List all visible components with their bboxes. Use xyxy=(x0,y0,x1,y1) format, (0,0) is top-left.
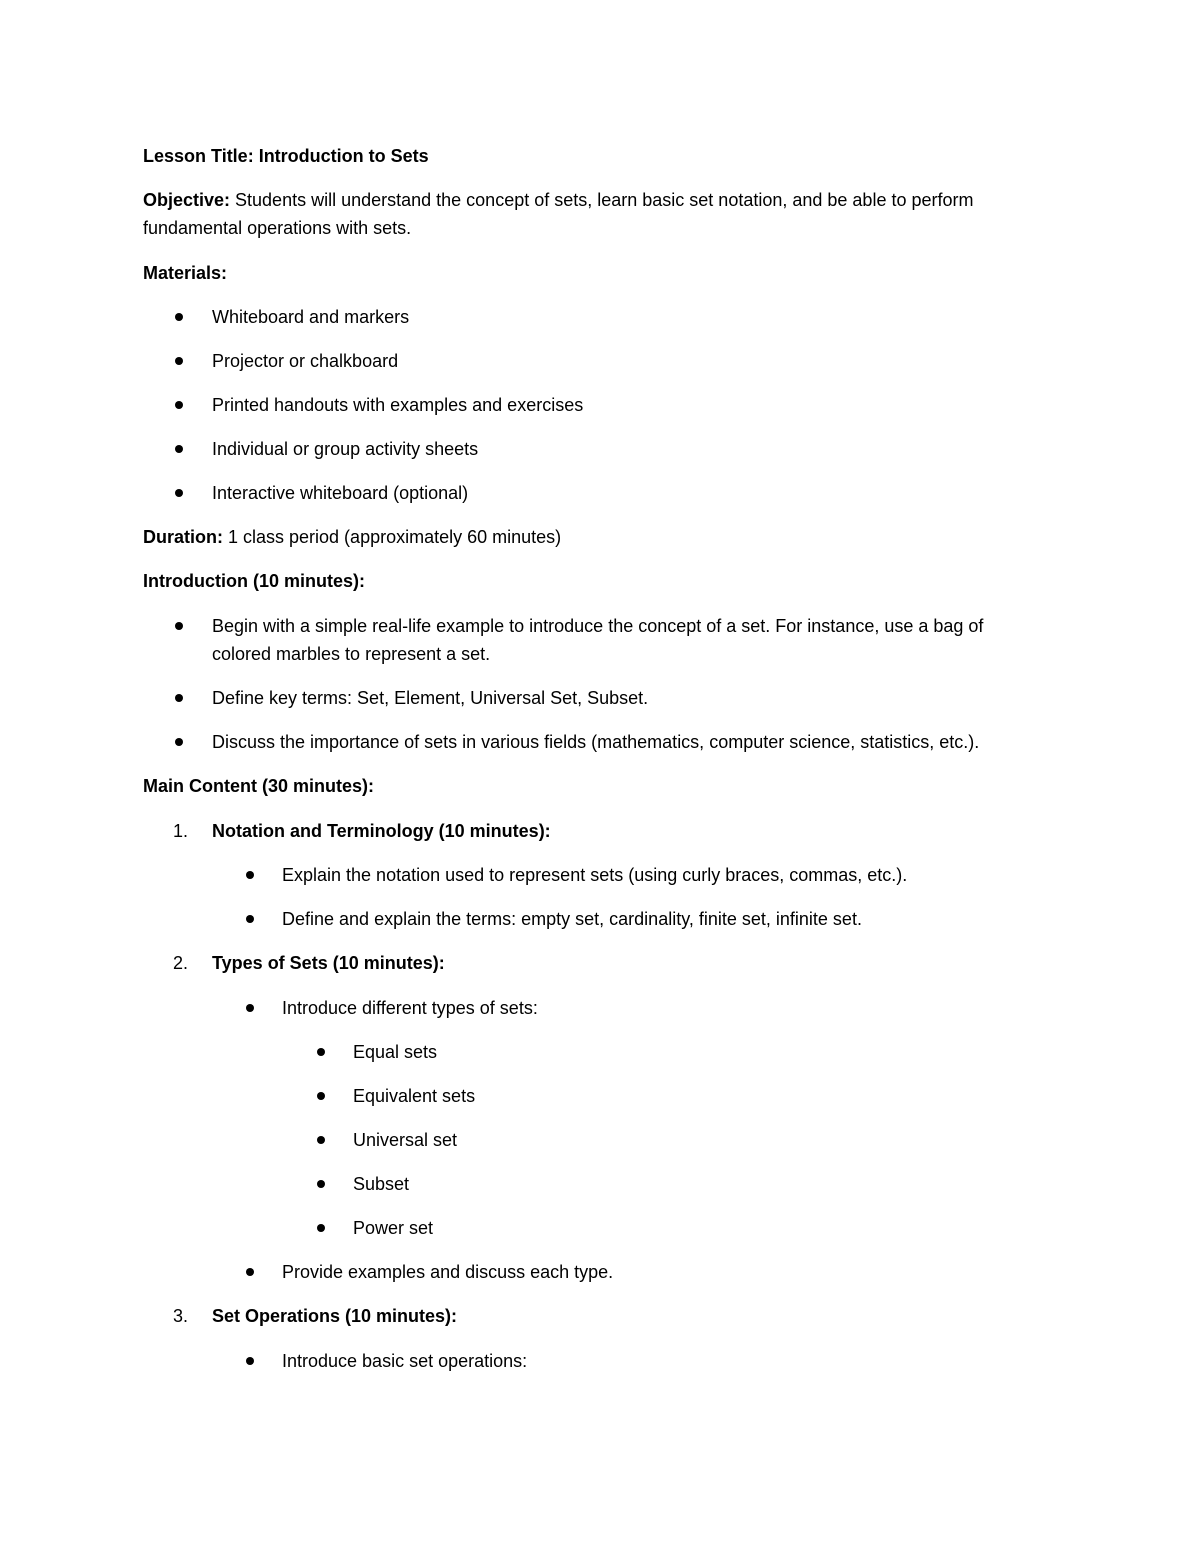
section-item: Explain the notation used to represent sets (using curly braces, commas, etc.). xyxy=(282,865,908,885)
section-item: Introduce basic set operations: xyxy=(282,1351,528,1371)
set-type-item: Universal set xyxy=(353,1130,458,1150)
materials-item: Projector or chalkboard xyxy=(212,351,399,371)
set-type-item: Power set xyxy=(353,1218,434,1238)
set-type-item: Equal sets xyxy=(353,1042,438,1062)
bullet-icon xyxy=(175,622,183,630)
bullet-icon xyxy=(175,445,183,453)
introduction-item: Begin with a simple real-life example to introduce the concept of a set. For instance, use a bag of xyxy=(212,616,984,636)
introduction-item: Define key terms: Set, Element, Universal Set, Subset. xyxy=(212,688,649,708)
section-item: Introduce different types of sets: xyxy=(282,998,538,1018)
section-title: Notation and Terminology (10 minutes): xyxy=(212,821,551,841)
duration-label: Duration: xyxy=(143,527,223,547)
introduction-heading: Introduction (10 minutes): xyxy=(143,571,365,591)
materials-item: Whiteboard and markers xyxy=(212,307,410,327)
bullet-icon xyxy=(175,357,183,365)
materials-item: Interactive whiteboard (optional) xyxy=(212,483,469,503)
set-type-item: Subset xyxy=(353,1174,410,1194)
duration-text: 1 class period (approximately 60 minutes) xyxy=(223,527,562,547)
section-item: Define and explain the terms: empty set, cardinality, finite set, infinite set. xyxy=(282,909,862,929)
section-number: 3. xyxy=(173,1306,189,1326)
materials-item: Printed handouts with examples and exercises xyxy=(212,395,584,415)
objective-line-1 xyxy=(143,188,973,212)
bullet-icon xyxy=(175,313,183,321)
lesson-title: Lesson Title: Introduction to Sets xyxy=(143,146,429,166)
section-title: Types of Sets (10 minutes): xyxy=(212,953,445,973)
objective-label: Objective: xyxy=(143,190,231,210)
bullet-icon xyxy=(246,1004,254,1012)
bullet-icon xyxy=(246,1357,254,1365)
bullet-icon xyxy=(175,738,183,746)
bullet-icon xyxy=(246,915,254,923)
bullet-icon xyxy=(317,1180,325,1188)
bullet-icon xyxy=(317,1224,325,1232)
set-type-item: Equivalent sets xyxy=(353,1086,476,1106)
introduction-item-continued: colored marbles to represent a set. xyxy=(212,644,491,664)
objective-text: Students will understand the concept of sets, learn basic set notation, and be able to perform xyxy=(230,190,974,210)
materials-heading: Materials: xyxy=(143,263,228,283)
section-title: Set Operations (10 minutes): xyxy=(212,1306,458,1326)
section-number: 1. xyxy=(173,821,189,841)
bullet-icon xyxy=(175,694,183,702)
introduction-item: Discuss the importance of sets in various fields (mathematics, computer science, statistics, etc.). xyxy=(212,732,980,752)
bullet-icon xyxy=(317,1136,325,1144)
objective-line-2: fundamental operations with sets. xyxy=(143,218,412,238)
duration-line xyxy=(143,525,561,549)
section-number: 2. xyxy=(173,953,189,973)
bullet-icon xyxy=(246,1268,254,1276)
bullet-icon xyxy=(317,1048,325,1056)
bullet-icon xyxy=(175,489,183,497)
materials-item: Individual or group activity sheets xyxy=(212,439,479,459)
bullet-icon xyxy=(246,871,254,879)
section-item: Provide examples and discuss each type. xyxy=(282,1262,614,1282)
main-content-heading: Main Content (30 minutes): xyxy=(143,776,375,796)
bullet-icon xyxy=(175,401,183,409)
bullet-icon xyxy=(317,1092,325,1100)
